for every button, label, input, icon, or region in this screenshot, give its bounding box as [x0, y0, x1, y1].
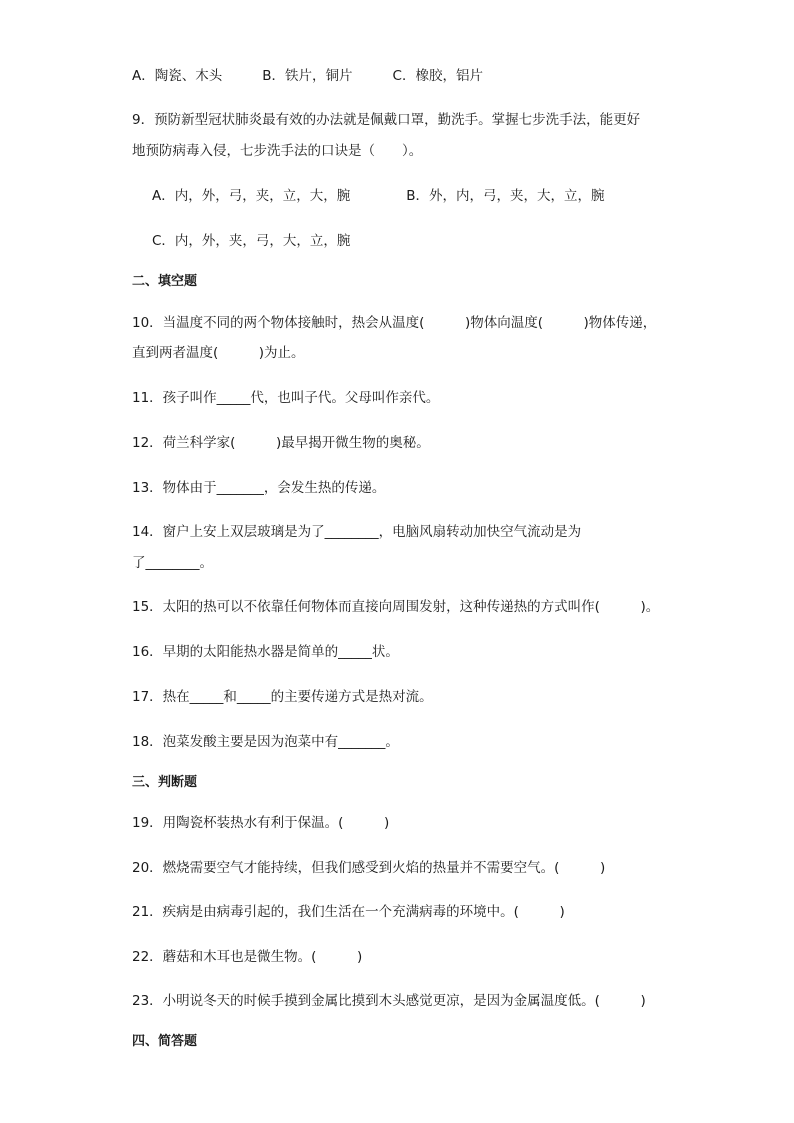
option-c: C．橡胶，铝片 — [392, 68, 483, 84]
option-c: C．内，外，夹，弓，大，立，腕 — [152, 233, 351, 249]
question-9-options-row-1 — [152, 186, 605, 206]
question-9-options-row-2 — [152, 231, 350, 251]
question-22: 22．蘑菇和木耳也是微生物。( ) — [132, 949, 363, 965]
question-10-line-1: 10．当温度不同的两个物体接触时，热会从温度( )物体向温度( )物体传递， — [132, 315, 657, 331]
question-15: 15．太阳的热可以不依靠任何物体而直接向周围发射，这种传递热的方式叫作( )。 — [132, 599, 660, 615]
section-heading-short-answer: 四、简答题 — [132, 1034, 198, 1049]
question-10-line-2: 直到两者温度( )为止。 — [132, 345, 305, 361]
section-heading-true-false: 三、判断题 — [132, 775, 198, 790]
question-17: 17．热在_____和_____的主要传递方式是热对流。 — [132, 689, 433, 705]
option-a: A．内，外，弓，夹，立，大，腕 — [152, 188, 351, 204]
question-13: 13．物体由于_______，会发生热的传递。 — [132, 480, 386, 496]
question-23: 23．小明说冬天的时候手摸到金属比摸到木头感觉更凉，是因为金属温度低。( ) — [132, 993, 646, 1009]
question-14-line-1: 14．窗户上安上双层玻璃是为了________，电脑风扇转动加快空气流动是为 — [132, 524, 582, 540]
section-heading-fill-in: 二、填空题 — [132, 274, 198, 289]
question-9-line-2: 地预防病毒入侵，七步洗手法的口诀是（ ）。 — [132, 143, 423, 159]
question-19: 19．用陶瓷杯装热水有利于保温。( ) — [132, 815, 390, 831]
question-20: 20．燃烧需要空气才能持续，但我们感受到火焰的热量并不需要空气。( ) — [132, 860, 606, 876]
question-16: 16．早期的太阳能热水器是简单的_____状。 — [132, 644, 399, 660]
question-21: 21．疾病是由病毒引起的，我们生活在一个充满病毒的环境中。( ) — [132, 904, 565, 920]
question-8-options — [132, 66, 483, 86]
option-b: B．铁片，铜片 — [262, 68, 353, 84]
option-a: A．陶瓷、木头 — [132, 68, 223, 84]
question-18: 18．泡菜发酸主要是因为泡菜中有_______。 — [132, 734, 399, 750]
question-12: 12．荷兰科学家( )最早揭开微生物的奥秘。 — [132, 435, 430, 451]
question-9-line-1: 9．预防新型冠状肺炎最有效的办法就是佩戴口罩，勤洗手。掌握七步洗手法，能更好 — [132, 112, 641, 128]
option-b: B．外，内，弓，夹，大，立，腕 — [406, 188, 605, 204]
question-14-line-2: 了________。 — [132, 555, 213, 571]
question-11: 11．孩子叫作_____代，也叫子代。父母叫作亲代。 — [132, 390, 440, 406]
